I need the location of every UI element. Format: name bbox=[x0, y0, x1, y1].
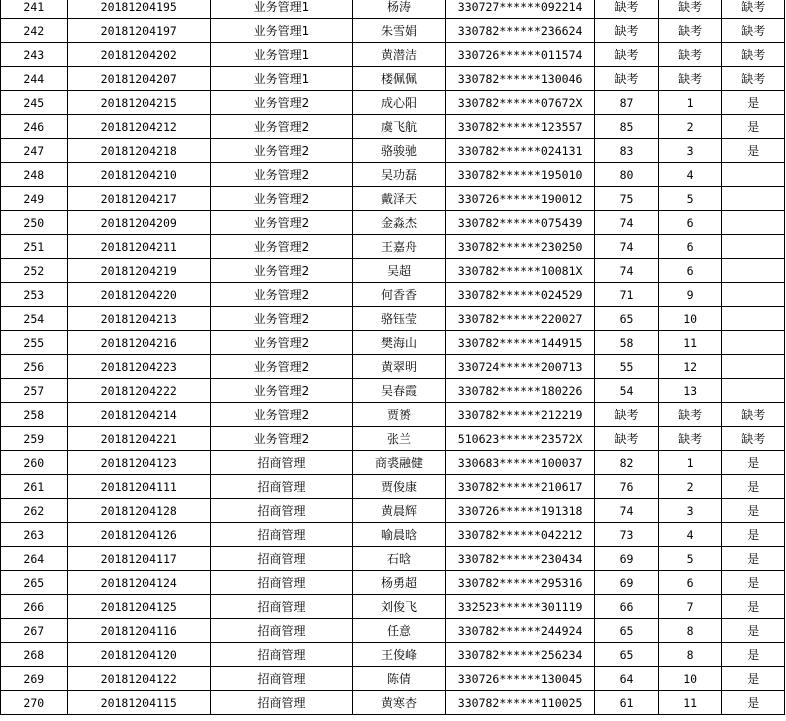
cell-interview-flag bbox=[722, 355, 785, 379]
cell-id-number: 330782******10081X bbox=[445, 259, 594, 283]
cell-exam-number: 20181204222 bbox=[67, 379, 210, 403]
cell-exam-number: 20181204124 bbox=[67, 571, 210, 595]
table-row bbox=[1, 67, 785, 91]
cell-id-number: 330782******024529 bbox=[445, 283, 594, 307]
cell-exam-number: 20181204209 bbox=[67, 211, 210, 235]
cell-candidate-name: 何香香 bbox=[353, 283, 446, 307]
cell-score: 69 bbox=[595, 571, 659, 595]
table-row bbox=[1, 475, 785, 499]
cell-rank: 6 bbox=[658, 571, 722, 595]
cell-rank: 1 bbox=[658, 451, 722, 475]
cell-candidate-name: 黄晨辉 bbox=[353, 499, 446, 523]
cell-exam-number: 20181204221 bbox=[67, 427, 210, 451]
cell-rank: 13 bbox=[658, 379, 722, 403]
cell-interview-flag: 缺考 bbox=[722, 0, 785, 19]
cell-interview-flag: 是 bbox=[722, 451, 785, 475]
cell-interview-flag: 是 bbox=[722, 547, 785, 571]
cell-id-number: 330782******195010 bbox=[445, 163, 594, 187]
cell-candidate-name: 骆骏驰 bbox=[353, 139, 446, 163]
cell-rank: 5 bbox=[658, 547, 722, 571]
cell-score: 74 bbox=[595, 259, 659, 283]
cell-rank: 缺考 bbox=[658, 0, 722, 19]
table-row bbox=[1, 547, 785, 571]
cell-score: 71 bbox=[595, 283, 659, 307]
table-row bbox=[1, 307, 785, 331]
cell-position: 业务管理1 bbox=[210, 43, 352, 67]
cell-rank: 2 bbox=[658, 475, 722, 499]
cell-score: 74 bbox=[595, 235, 659, 259]
cell-id-number: 330726******011574 bbox=[445, 43, 594, 67]
table-row bbox=[1, 355, 785, 379]
cell-exam-number: 20181204122 bbox=[67, 667, 210, 691]
cell-id-number: 330782******236624 bbox=[445, 19, 594, 43]
cell-row-number: 242 bbox=[1, 19, 68, 43]
cell-id-number: 330782******295316 bbox=[445, 571, 594, 595]
cell-score: 缺考 bbox=[595, 0, 659, 19]
cell-candidate-name: 贾俊康 bbox=[353, 475, 446, 499]
cell-candidate-name: 成心阳 bbox=[353, 91, 446, 115]
cell-exam-number: 20181204214 bbox=[67, 403, 210, 427]
cell-interview-flag: 缺考 bbox=[722, 43, 785, 67]
cell-position: 招商管理 bbox=[210, 571, 352, 595]
cell-interview-flag bbox=[722, 235, 785, 259]
table-row bbox=[1, 91, 785, 115]
cell-id-number: 330782******230434 bbox=[445, 547, 594, 571]
cell-score: 74 bbox=[595, 211, 659, 235]
cell-position: 业务管理2 bbox=[210, 259, 352, 283]
cell-interview-flag: 缺考 bbox=[722, 67, 785, 91]
cell-interview-flag: 是 bbox=[722, 571, 785, 595]
cell-candidate-name: 虞飞航 bbox=[353, 115, 446, 139]
cell-row-number: 247 bbox=[1, 139, 68, 163]
cell-position: 业务管理2 bbox=[210, 403, 352, 427]
cell-id-number: 330683******100037 bbox=[445, 451, 594, 475]
cell-rank: 8 bbox=[658, 643, 722, 667]
cell-interview-flag: 是 bbox=[722, 475, 785, 499]
cell-interview-flag: 是 bbox=[722, 499, 785, 523]
cell-rank: 4 bbox=[658, 523, 722, 547]
cell-id-number: 510623******23572X bbox=[445, 427, 594, 451]
cell-score: 75 bbox=[595, 187, 659, 211]
cell-candidate-name: 骆钰莹 bbox=[353, 307, 446, 331]
cell-id-number: 330782******130046 bbox=[445, 67, 594, 91]
cell-position: 业务管理2 bbox=[210, 91, 352, 115]
cell-row-number: 257 bbox=[1, 379, 68, 403]
cell-row-number: 269 bbox=[1, 667, 68, 691]
cell-exam-number: 20181204219 bbox=[67, 259, 210, 283]
cell-candidate-name: 商裘融健 bbox=[353, 451, 446, 475]
cell-score: 61 bbox=[595, 691, 659, 715]
cell-position: 业务管理2 bbox=[210, 283, 352, 307]
cell-position: 业务管理2 bbox=[210, 211, 352, 235]
cell-exam-number: 20181204128 bbox=[67, 499, 210, 523]
table-row bbox=[1, 163, 785, 187]
cell-candidate-name: 任意 bbox=[353, 619, 446, 643]
cell-position: 业务管理1 bbox=[210, 19, 352, 43]
table-row bbox=[1, 187, 785, 211]
cell-candidate-name: 黄翠明 bbox=[353, 355, 446, 379]
cell-score: 65 bbox=[595, 307, 659, 331]
cell-exam-number: 20181204117 bbox=[67, 547, 210, 571]
cell-exam-number: 20181204223 bbox=[67, 355, 210, 379]
cell-id-number: 330782******210617 bbox=[445, 475, 594, 499]
cell-rank: 缺考 bbox=[658, 19, 722, 43]
cell-position: 招商管理 bbox=[210, 595, 352, 619]
cell-rank: 缺考 bbox=[658, 403, 722, 427]
cell-exam-number: 20181204216 bbox=[67, 331, 210, 355]
cell-row-number: 251 bbox=[1, 235, 68, 259]
cell-row-number: 255 bbox=[1, 331, 68, 355]
cell-row-number: 261 bbox=[1, 475, 68, 499]
cell-exam-number: 20181204217 bbox=[67, 187, 210, 211]
cell-row-number: 250 bbox=[1, 211, 68, 235]
cell-rank: 6 bbox=[658, 259, 722, 283]
cell-candidate-name: 黄潜洁 bbox=[353, 43, 446, 67]
cell-row-number: 259 bbox=[1, 427, 68, 451]
cell-position: 业务管理1 bbox=[210, 67, 352, 91]
cell-interview-flag bbox=[722, 307, 785, 331]
cell-candidate-name: 金淼杰 bbox=[353, 211, 446, 235]
cell-exam-number: 20181204211 bbox=[67, 235, 210, 259]
table-row bbox=[1, 403, 785, 427]
cell-interview-flag: 是 bbox=[722, 619, 785, 643]
cell-id-number: 330726******191318 bbox=[445, 499, 594, 523]
cell-interview-flag bbox=[722, 187, 785, 211]
cell-position: 招商管理 bbox=[210, 523, 352, 547]
cell-interview-flag bbox=[722, 379, 785, 403]
cell-exam-number: 20181204218 bbox=[67, 139, 210, 163]
cell-row-number: 245 bbox=[1, 91, 68, 115]
cell-score: 66 bbox=[595, 595, 659, 619]
cell-row-number: 263 bbox=[1, 523, 68, 547]
cell-id-number: 330782******024131 bbox=[445, 139, 594, 163]
cell-score: 82 bbox=[595, 451, 659, 475]
table-row bbox=[1, 643, 785, 667]
cell-interview-flag bbox=[722, 283, 785, 307]
cell-exam-number: 20181204111 bbox=[67, 475, 210, 499]
cell-interview-flag: 是 bbox=[722, 139, 785, 163]
cell-exam-number: 20181204123 bbox=[67, 451, 210, 475]
cell-id-number: 330727******092214 bbox=[445, 0, 594, 19]
cell-rank: 6 bbox=[658, 211, 722, 235]
table-row bbox=[1, 451, 785, 475]
cell-id-number: 330724******200713 bbox=[445, 355, 594, 379]
cell-row-number: 260 bbox=[1, 451, 68, 475]
table-row bbox=[1, 331, 785, 355]
cell-row-number: 264 bbox=[1, 547, 68, 571]
cell-candidate-name: 喻晨晗 bbox=[353, 523, 446, 547]
cell-candidate-name: 王俊峰 bbox=[353, 643, 446, 667]
cell-exam-number: 20181204215 bbox=[67, 91, 210, 115]
cell-rank: 缺考 bbox=[658, 427, 722, 451]
cell-position: 业务管理2 bbox=[210, 139, 352, 163]
cell-score: 64 bbox=[595, 667, 659, 691]
cell-interview-flag: 是 bbox=[722, 643, 785, 667]
cell-rank: 6 bbox=[658, 235, 722, 259]
cell-interview-flag bbox=[722, 163, 785, 187]
cell-position: 业务管理2 bbox=[210, 187, 352, 211]
cell-position: 招商管理 bbox=[210, 691, 352, 715]
cell-rank: 缺考 bbox=[658, 43, 722, 67]
cell-exam-number: 20181204120 bbox=[67, 643, 210, 667]
cell-position: 业务管理2 bbox=[210, 163, 352, 187]
cell-score: 73 bbox=[595, 523, 659, 547]
cell-exam-number: 20181204115 bbox=[67, 691, 210, 715]
cell-score: 58 bbox=[595, 331, 659, 355]
cell-row-number: 256 bbox=[1, 355, 68, 379]
cell-id-number: 330782******123557 bbox=[445, 115, 594, 139]
cell-row-number: 248 bbox=[1, 163, 68, 187]
cell-score: 缺考 bbox=[595, 403, 659, 427]
cell-candidate-name: 杨涛 bbox=[353, 0, 446, 19]
cell-exam-number: 20181204212 bbox=[67, 115, 210, 139]
table-row bbox=[1, 19, 785, 43]
cell-candidate-name: 黄寒杏 bbox=[353, 691, 446, 715]
cell-score: 80 bbox=[595, 163, 659, 187]
cell-id-number: 330782******244924 bbox=[445, 619, 594, 643]
cell-candidate-name: 王嘉舟 bbox=[353, 235, 446, 259]
cell-score: 54 bbox=[595, 379, 659, 403]
cell-position: 业务管理2 bbox=[210, 355, 352, 379]
table-row bbox=[1, 595, 785, 619]
table-row bbox=[1, 211, 785, 235]
cell-position: 业务管理2 bbox=[210, 331, 352, 355]
cell-position: 业务管理2 bbox=[210, 379, 352, 403]
cell-score: 55 bbox=[595, 355, 659, 379]
cell-score: 65 bbox=[595, 619, 659, 643]
cell-row-number: 246 bbox=[1, 115, 68, 139]
cell-exam-number: 20181204195 bbox=[67, 0, 210, 19]
cell-score: 76 bbox=[595, 475, 659, 499]
cell-candidate-name: 石晗 bbox=[353, 547, 446, 571]
cell-score: 74 bbox=[595, 499, 659, 523]
cell-position: 业务管理1 bbox=[210, 0, 352, 19]
table-row bbox=[1, 139, 785, 163]
cell-rank: 12 bbox=[658, 355, 722, 379]
table-row bbox=[1, 571, 785, 595]
cell-interview-flag: 是 bbox=[722, 595, 785, 619]
cell-exam-number: 20181204207 bbox=[67, 67, 210, 91]
cell-rank: 2 bbox=[658, 115, 722, 139]
table-row bbox=[1, 691, 785, 715]
cell-interview-flag: 是 bbox=[722, 691, 785, 715]
cell-id-number: 330726******130045 bbox=[445, 667, 594, 691]
table-row bbox=[1, 619, 785, 643]
cell-row-number: 267 bbox=[1, 619, 68, 643]
cell-row-number: 270 bbox=[1, 691, 68, 715]
cell-row-number: 249 bbox=[1, 187, 68, 211]
cell-position: 业务管理2 bbox=[210, 427, 352, 451]
table-row bbox=[1, 0, 785, 19]
cell-position: 招商管理 bbox=[210, 451, 352, 475]
cell-candidate-name: 杨勇超 bbox=[353, 571, 446, 595]
cell-id-number: 330782******180226 bbox=[445, 379, 594, 403]
cell-rank: 3 bbox=[658, 139, 722, 163]
cell-id-number: 330782******075439 bbox=[445, 211, 594, 235]
cell-exam-number: 20181204220 bbox=[67, 283, 210, 307]
cell-rank: 11 bbox=[658, 331, 722, 355]
results-table-body bbox=[1, 0, 785, 715]
cell-interview-flag: 是 bbox=[722, 667, 785, 691]
cell-row-number: 266 bbox=[1, 595, 68, 619]
cell-position: 业务管理2 bbox=[210, 235, 352, 259]
cell-row-number: 243 bbox=[1, 43, 68, 67]
cell-candidate-name: 吴春霞 bbox=[353, 379, 446, 403]
cell-id-number: 330782******07672X bbox=[445, 91, 594, 115]
cell-row-number: 253 bbox=[1, 283, 68, 307]
cell-exam-number: 20181204116 bbox=[67, 619, 210, 643]
cell-interview-flag: 是 bbox=[722, 115, 785, 139]
cell-rank: 11 bbox=[658, 691, 722, 715]
cell-interview-flag: 是 bbox=[722, 91, 785, 115]
cell-rank: 4 bbox=[658, 163, 722, 187]
cell-row-number: 254 bbox=[1, 307, 68, 331]
cell-interview-flag: 缺考 bbox=[722, 19, 785, 43]
cell-position: 招商管理 bbox=[210, 667, 352, 691]
cell-rank: 9 bbox=[658, 283, 722, 307]
cell-id-number: 330782******230250 bbox=[445, 235, 594, 259]
cell-rank: 5 bbox=[658, 187, 722, 211]
cell-rank: 3 bbox=[658, 499, 722, 523]
cell-score: 85 bbox=[595, 115, 659, 139]
cell-exam-number: 20181204126 bbox=[67, 523, 210, 547]
cell-score: 缺考 bbox=[595, 43, 659, 67]
cell-row-number: 258 bbox=[1, 403, 68, 427]
cell-id-number: 330782******256234 bbox=[445, 643, 594, 667]
table-row bbox=[1, 523, 785, 547]
table-row bbox=[1, 283, 785, 307]
cell-position: 招商管理 bbox=[210, 499, 352, 523]
cell-candidate-name: 楼佩佩 bbox=[353, 67, 446, 91]
cell-score: 69 bbox=[595, 547, 659, 571]
cell-position: 招商管理 bbox=[210, 619, 352, 643]
table-row bbox=[1, 427, 785, 451]
cell-candidate-name: 吴超 bbox=[353, 259, 446, 283]
cell-interview-flag bbox=[722, 211, 785, 235]
cell-position: 招商管理 bbox=[210, 643, 352, 667]
cell-id-number: 330782******212219 bbox=[445, 403, 594, 427]
cell-row-number: 241 bbox=[1, 0, 68, 19]
table-row bbox=[1, 379, 785, 403]
cell-row-number: 262 bbox=[1, 499, 68, 523]
cell-exam-number: 20181204197 bbox=[67, 19, 210, 43]
table-row bbox=[1, 499, 785, 523]
cell-id-number: 330782******144915 bbox=[445, 331, 594, 355]
cell-position: 业务管理2 bbox=[210, 115, 352, 139]
cell-exam-number: 20181204210 bbox=[67, 163, 210, 187]
table-row bbox=[1, 259, 785, 283]
cell-rank: 10 bbox=[658, 667, 722, 691]
cell-score: 83 bbox=[595, 139, 659, 163]
cell-exam-number: 20181204125 bbox=[67, 595, 210, 619]
cell-exam-number: 20181204202 bbox=[67, 43, 210, 67]
cell-row-number: 268 bbox=[1, 643, 68, 667]
cell-id-number: 330782******220027 bbox=[445, 307, 594, 331]
cell-id-number: 330782******110025 bbox=[445, 691, 594, 715]
cell-rank: 缺考 bbox=[658, 67, 722, 91]
cell-position: 招商管理 bbox=[210, 475, 352, 499]
cell-candidate-name: 戴泽天 bbox=[353, 187, 446, 211]
cell-exam-number: 20181204213 bbox=[67, 307, 210, 331]
cell-score: 缺考 bbox=[595, 67, 659, 91]
cell-interview-flag: 是 bbox=[722, 523, 785, 547]
cell-candidate-name: 刘俊飞 bbox=[353, 595, 446, 619]
cell-position: 业务管理2 bbox=[210, 307, 352, 331]
cell-row-number: 252 bbox=[1, 259, 68, 283]
cell-interview-flag bbox=[722, 259, 785, 283]
cell-score: 65 bbox=[595, 643, 659, 667]
cell-position: 招商管理 bbox=[210, 547, 352, 571]
table-row bbox=[1, 115, 785, 139]
cell-rank: 7 bbox=[658, 595, 722, 619]
cell-score: 缺考 bbox=[595, 427, 659, 451]
cell-rank: 8 bbox=[658, 619, 722, 643]
cell-candidate-name: 朱雪娟 bbox=[353, 19, 446, 43]
cell-rank: 10 bbox=[658, 307, 722, 331]
cell-candidate-name: 陈倩 bbox=[353, 667, 446, 691]
cell-row-number: 265 bbox=[1, 571, 68, 595]
cell-interview-flag: 缺考 bbox=[722, 403, 785, 427]
cell-score: 缺考 bbox=[595, 19, 659, 43]
table-row bbox=[1, 235, 785, 259]
cell-rank: 1 bbox=[658, 91, 722, 115]
table-row bbox=[1, 43, 785, 67]
cell-row-number: 244 bbox=[1, 67, 68, 91]
cell-id-number: 332523******301119 bbox=[445, 595, 594, 619]
table-row bbox=[1, 667, 785, 691]
cell-candidate-name: 樊海山 bbox=[353, 331, 446, 355]
cell-candidate-name: 吴功磊 bbox=[353, 163, 446, 187]
cell-id-number: 330782******042212 bbox=[445, 523, 594, 547]
cell-interview-flag: 缺考 bbox=[722, 427, 785, 451]
cell-score: 87 bbox=[595, 91, 659, 115]
cell-candidate-name: 贾赟 bbox=[353, 403, 446, 427]
cell-interview-flag bbox=[722, 331, 785, 355]
cell-candidate-name: 张兰 bbox=[353, 427, 446, 451]
cell-id-number: 330726******190012 bbox=[445, 187, 594, 211]
